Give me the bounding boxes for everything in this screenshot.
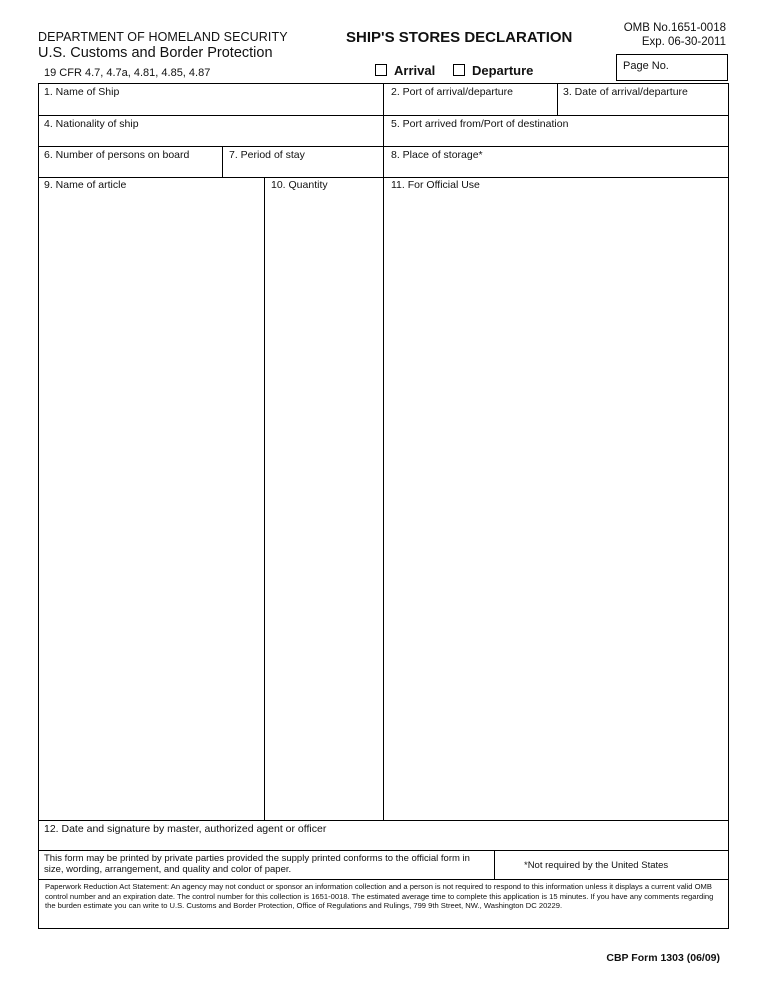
form-title: SHIP'S STORES DECLARATION xyxy=(346,29,573,46)
agency-line-2: U.S. Customs and Border Protection xyxy=(38,45,273,61)
column-official-use[interactable]: 11. For Official Use xyxy=(391,179,480,191)
regulations-citation: 19 CFR 4.7, 4.7a, 4.81, 4.85, 4.87 xyxy=(44,67,211,79)
row-divider xyxy=(39,820,728,821)
field-signature[interactable]: 12. Date and signature by master, authorized agent or officer xyxy=(44,823,327,835)
row-divider xyxy=(39,879,728,880)
omb-number: OMB No.1651-0018 xyxy=(623,22,726,34)
column-divider xyxy=(222,146,223,177)
declaration-form xyxy=(38,83,729,929)
field-date-arrival-departure[interactable]: 3. Date of arrival/departure xyxy=(563,86,688,98)
field-period-of-stay[interactable]: 7. Period of stay xyxy=(229,149,305,161)
departure-checkbox[interactable] xyxy=(453,64,465,76)
column-divider xyxy=(557,84,558,115)
us-note: *Not required by the United States xyxy=(524,860,669,871)
column-divider xyxy=(494,850,495,879)
field-persons-on-board[interactable]: 6. Number of persons on board xyxy=(44,149,190,161)
page-number-field[interactable] xyxy=(616,54,728,81)
paperwork-reduction-statement: Paperwork Reduction Act Statement: An agency may not conduct or sponsor an information collection and a person is not required to respond to this information unless it displays a current valid OMB control number and an expiration date. The control number for this collection is 1651-0018. The estimated average time to complete this application is 15 minutes. If you have any comments regarding the burden estimate you can write to U.S. Customs and Border Protection, Office of Regulations and Rulings, 799 9th Street, NW., Washington DC 20229. xyxy=(45,882,714,910)
print-notice: This form may be printed by private parties provided the supply printed conforms to the official form in size, wording, arrangement, and quality and color of paper. xyxy=(44,853,470,875)
omb-expiration: Exp. 06-30-2011 xyxy=(641,36,726,48)
arrival-label: Arrival xyxy=(394,63,436,78)
field-nationality[interactable]: 4. Nationality of ship xyxy=(44,118,139,130)
field-port-from-destination[interactable]: 5. Port arrived from/Port of destination xyxy=(391,118,569,130)
column-divider xyxy=(264,177,265,820)
form-number: CBP Form 1303 (06/09) xyxy=(606,952,720,964)
field-name-of-ship[interactable]: 1. Name of Ship xyxy=(44,86,120,98)
departure-label: Departure xyxy=(472,63,534,78)
field-place-of-storage[interactable]: 8. Place of storage* xyxy=(391,149,483,161)
column-divider xyxy=(383,84,384,820)
column-quantity[interactable]: 10. Quantity xyxy=(271,179,328,191)
row-divider xyxy=(39,850,728,851)
field-port-arrival-departure[interactable]: 2. Port of arrival/departure xyxy=(391,86,513,98)
arrival-checkbox[interactable] xyxy=(375,64,387,76)
agency-line-1: DEPARTMENT OF HOMELAND SECURITY xyxy=(38,30,288,44)
page-number-label: Page No. xyxy=(623,60,669,72)
column-name-of-article[interactable]: 9. Name of article xyxy=(44,179,127,191)
